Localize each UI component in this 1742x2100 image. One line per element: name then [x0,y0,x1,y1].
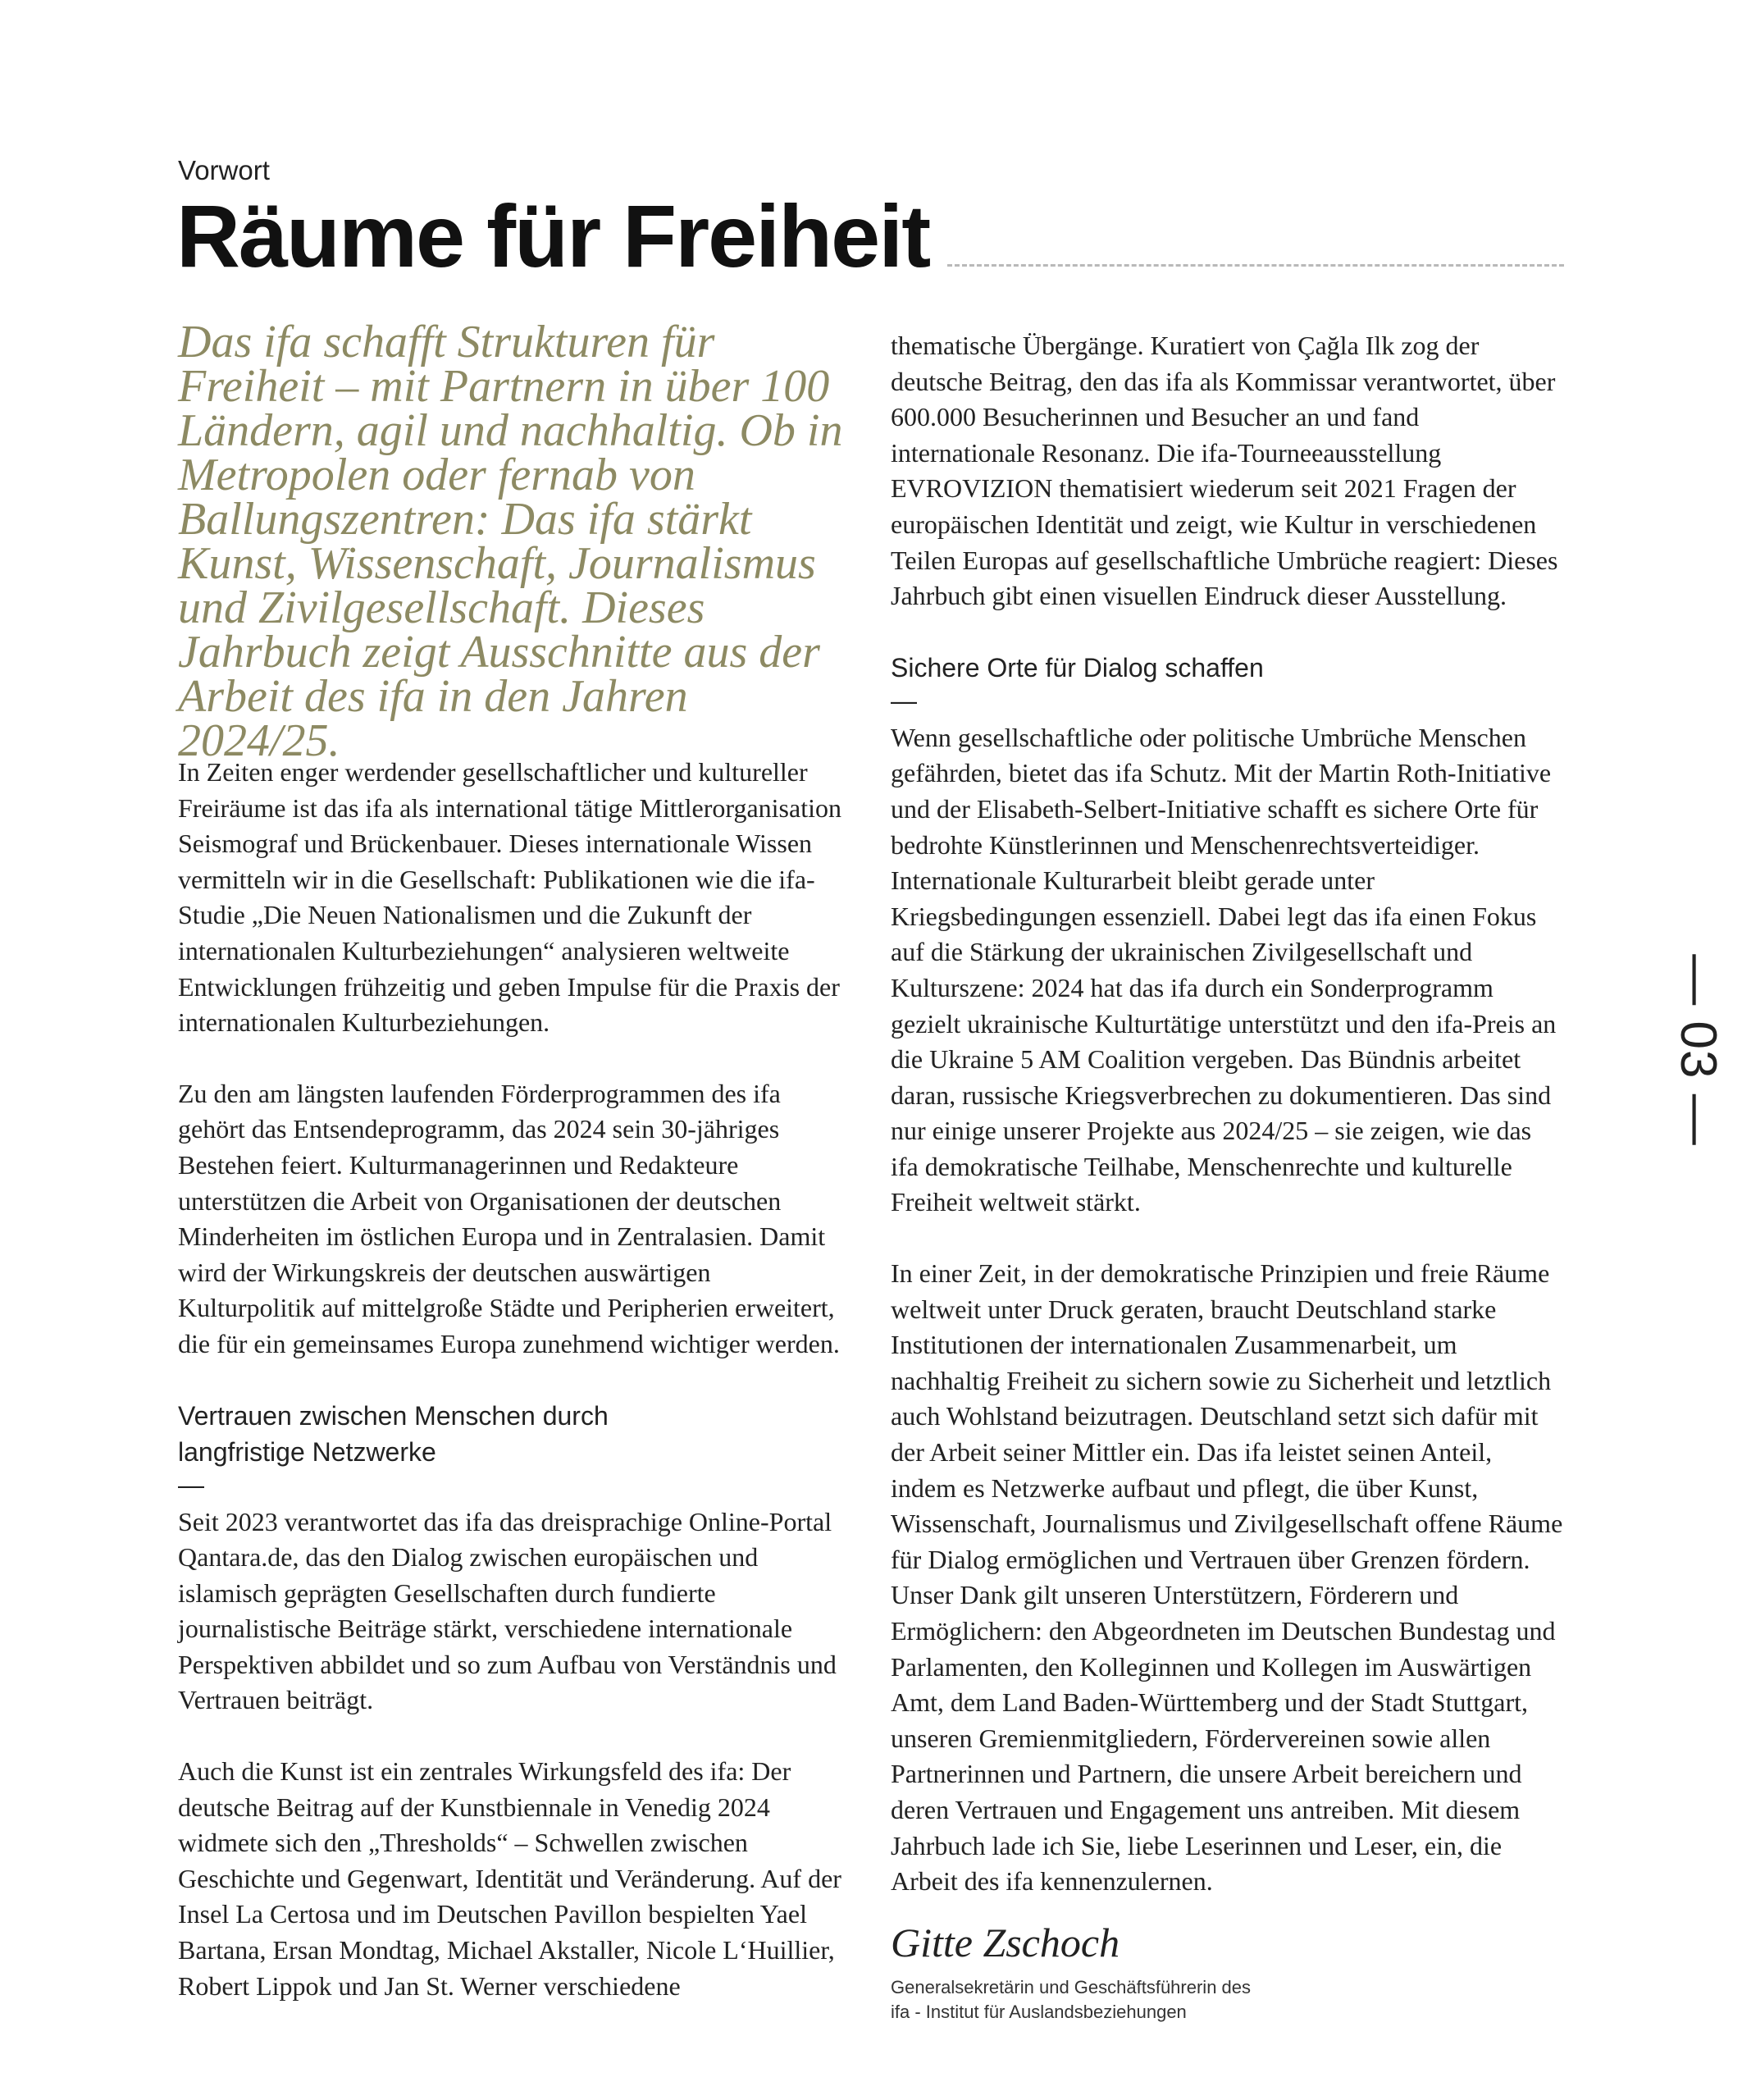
body-paragraph-3: Seit 2023 verantwortet das ifa das dreisprachige Online-Portal Qantara.de, das den Dialog zwischen europäischen und islamisch geprägten Gesellschaften durch fundierte journalistische Beiträge stärkt, verschiedene internationale Perspektiven abbildet und so zum Aufbau von Verständnis und Vertrauen beiträgt. [178,1506,837,1715]
page-number: — 03 — [1670,954,1726,1146]
page-number-marker [1670,954,1726,1146]
subheading-dash: — [178,1469,204,1500]
body-paragraph-5: thematische Übergänge. Kuratiert von Çağla Ilk zog der deutsche Beitrag, den das ifa als Kommissar verantwortet, über 600.000 Besucherinnen und Besucher an und fand internationale Resonanz. Die ifa-Tourneeausstellung EVROVIZION thematisiert wiederum seit 2021 Fragen der europäischen Identität und zeigt, wie Kultur in verschiedenen Teilen Europas auf gesellschaftliche Umbrüche reagiert: Dieses Jahrbuch gibt einen visuellen Eindruck dieser Ausstellung. [891,331,1558,611]
signature-role [891,1975,1465,2025]
body-paragraph-7: In einer Zeit, in der demokratische Prinzipien und freie Räume weltweit unter Druck geraten, braucht Deutschland starke Institutionen der internationalen Zusammenarbeit, um nachhaltig Freiheit zu sichern sowie zu Sicherheit und letztlich auch Wohlstand beizutragen. Deutschland setzt sich dafür mit der Arbeit seiner Mittler ein. Das ifa leistet seinen Anteil, indem es Netzwerke aufbaut und pflegt, die über Kunst, Wissenschaft, Journalismus und Zivilgesellschaft offene Räume für Dialog ermöglichen und Vertrauen über Grenzen fördern. Unser Dank gilt unseren Unterstützern, Förderern und Ermöglichern: den Abgeordneten im Deutschen Bundestag und Parlamenten, den Kolleginnen und Kollegen im Auswärtigen Amt, dem Land Baden-Württemberg und der Stadt Stuttgart, unseren Gremienmitgliedern, Fördervereinen sowie allen Partnerinnen und Partnern, die unsere Arbeit bereichern und deren Vertrauen und Engagement uns antreiben. Mit diesem Jahrbuch lade ich Sie, liebe Leserinnen und Leser, ein, die Arbeit des ifa kennenzulernen. [891,1258,1563,1897]
page-title: Räume für Freiheit [176,186,930,285]
subheading-trust-line2: langfristige Netzwerke [178,1436,436,1467]
section-kicker: Vorwort [178,155,270,185]
title-dashed-rule [947,264,1564,267]
signature-name: Gitte Zschoch [891,1920,1120,1965]
left-column [178,755,850,2039]
lead-paragraph: Das ifa schafft Strukturen für Freiheit – mit Partnern in über 100 Ländern, agil und nachhaltig. Ob in Metropolen oder fernab von Ballungszentren: Das ifa stärkt Kunst, Wissenschaft, Journalismus und Zivilgesellschaft. Dieses Jahrbuch zeigt Ausschnitte aus der Arbeit des ifa in den Jahren 2024/25. [178,317,843,766]
body-paragraph-4: Auch die Kunst ist ein zentrales Wirkungsfeld des ifa: Der deutsche Beitrag auf der Kunstbiennale in Venedig 2024 widmete sich den „Thresholds“ – Schwellen zwischen Geschichte und Gegenwart, Identität und Veränderung. Auf der Insel La Certosa und im Deutschen Pavillon bespielten Yael Bartana, Ersan Mondtag, Michael Akstaller, Nicole L‘Huillier, Robert Lippok und Jan St. Werner verschiedene [178,1756,841,2001]
signature-role-line1: Generalsekretärin und Geschäftsführerin des [891,1977,1252,1997]
subheading-dash: — [891,685,917,715]
right-column [891,328,1563,1935]
signature-role-line2: ifa - Institut für Auslandsbeziehungen [891,2002,1187,2022]
subheading-trust-line1: Vertrauen zwischen Menschen durch [178,1400,609,1431]
body-paragraph-2: Zu den am längsten laufenden Förderprogrammen des ifa gehört das Entsendeprogramm, das 2024 sein 30-jähriges Bestehen feiert. Kulturmanagerinnen und Redakteure unterstützen die Arbeit von Organisationen der deutschen Minderheiten im östlichen Europa und in Zentralasien. Damit wird der Wirkungskreis der deutschen auswärtigen Kulturpolitik auf mittelgroße Städte und Peripherien erweitert, die für ein gemeinsames Europa zunehmend wichtiger werden. [178,1078,840,1358]
body-paragraph-6: Wenn gesellschaftliche oder politische Umbrüche Menschen gefährden, bietet das ifa Schutz. Mit der Martin Roth-Initiative und der Elisabeth-Selbert-Initiative schafft es sichere Orte für bedrohte Künstlerinnen und Menschenrechtsverteidiger. Internationale Kulturarbeit bleibt gerade unter Kriegsbedingungen essenziell. Dabei legt das ifa einen Fokus auf die Stärkung der ukrainischen Zivilgesellschaft und Kulturszene: 2024 hat das ifa durch ein Sonderprogramm gezielt ukrainische Kulturtätige unterstützt und den ifa-Preis an die Ukraine 5 AM Coalition vergeben. Das Bündnis arbeitet daran, russische Kriegsverbrechen zu dokumentieren. Das sind nur einige unserer Projekte aus 2024/25 – sie zeigen, wie das ifa demokratische Teilhabe, Menschenrechte und kulturelle Freiheit weltweit stärkt. [891,722,1557,1217]
body-paragraph-1: In Zeiten enger werdender gesellschaftlicher und kultureller Freiräume ist das ifa als international tätige Mittlerorganisation Seismograf und Brückenbauer. Dieses internationale Wissen vermitteln wir in die Gesellschaft: Publikationen wie die ifa-Studie „Die Neuen Nationalismen und die Zukunft der internationalen Kulturbeziehungen“ analysieren weltweite Entwicklungen frühzeitig und geben Impulse für die Praxis der internationalen Kulturbeziehungen. [178,757,841,1038]
subheading-safe-places: Sichere Orte für Dialog schaffen [891,652,1264,682]
